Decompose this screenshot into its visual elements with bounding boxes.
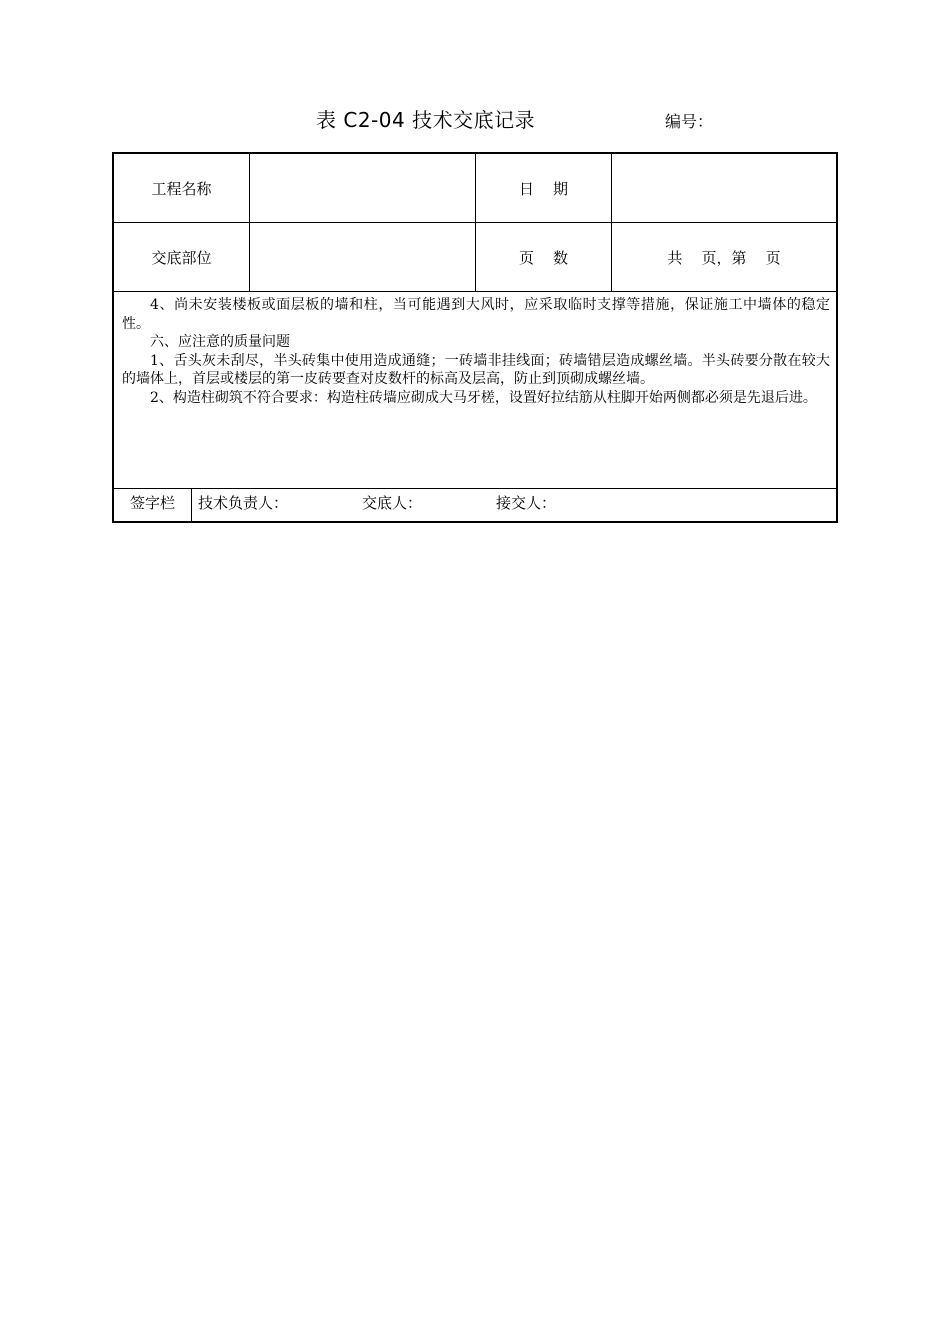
project-name-label: 工程名称: [151, 179, 212, 198]
section-field[interactable]: [250, 223, 475, 291]
signature-label: 签字栏: [129, 494, 175, 512]
form-title: 表 C2-04 技术交底记录: [316, 108, 536, 132]
disclosure-content: [114, 294, 836, 407]
row-divider: [114, 488, 836, 489]
receiver-signature[interactable]: 接交人：: [496, 494, 557, 512]
tech-lead-signature[interactable]: 技术负责人：: [198, 494, 289, 512]
serial-number-label: 编号：: [665, 112, 714, 131]
content-paragraph: 2、构造柱砌筑不符合要求：构造柱砖墙应砌成大马牙槎，设置好拉结筋从柱脚开始两侧都必须是先退后进。: [150, 389, 817, 406]
column-divider: [191, 488, 192, 521]
project-name-field[interactable]: [250, 154, 475, 222]
pages-label: 页 数: [518, 248, 569, 267]
content-paragraph: 1、舌头灰未刮尽，半头砖集中使用造成通缝；一砖墙非挂线面；砖墙错层造成螺丝墙。半头砖要分散在较大的墙体上，首层或楼层的第一皮砖要查对皮数杆的标高及层高，防止到顶砌成螺丝墙。: [122, 352, 830, 387]
date-field[interactable]: [612, 154, 836, 222]
content-paragraph: 4、尚未安装楼板或面层板的墙和柱，当可能遇到大风时，应采取临时支撑等措施，保证施工中墙体的稳定性。: [122, 297, 830, 332]
discloser-signature[interactable]: 交底人：: [362, 494, 423, 512]
content-heading: 六、应注意的质量问题: [150, 334, 290, 350]
pages-field[interactable]: 共 页，第 页: [667, 248, 781, 267]
date-label: 日 期: [518, 179, 569, 198]
row-divider: [114, 291, 836, 292]
disclosure-form: [112, 152, 838, 523]
section-label: 交底部位: [151, 248, 212, 267]
